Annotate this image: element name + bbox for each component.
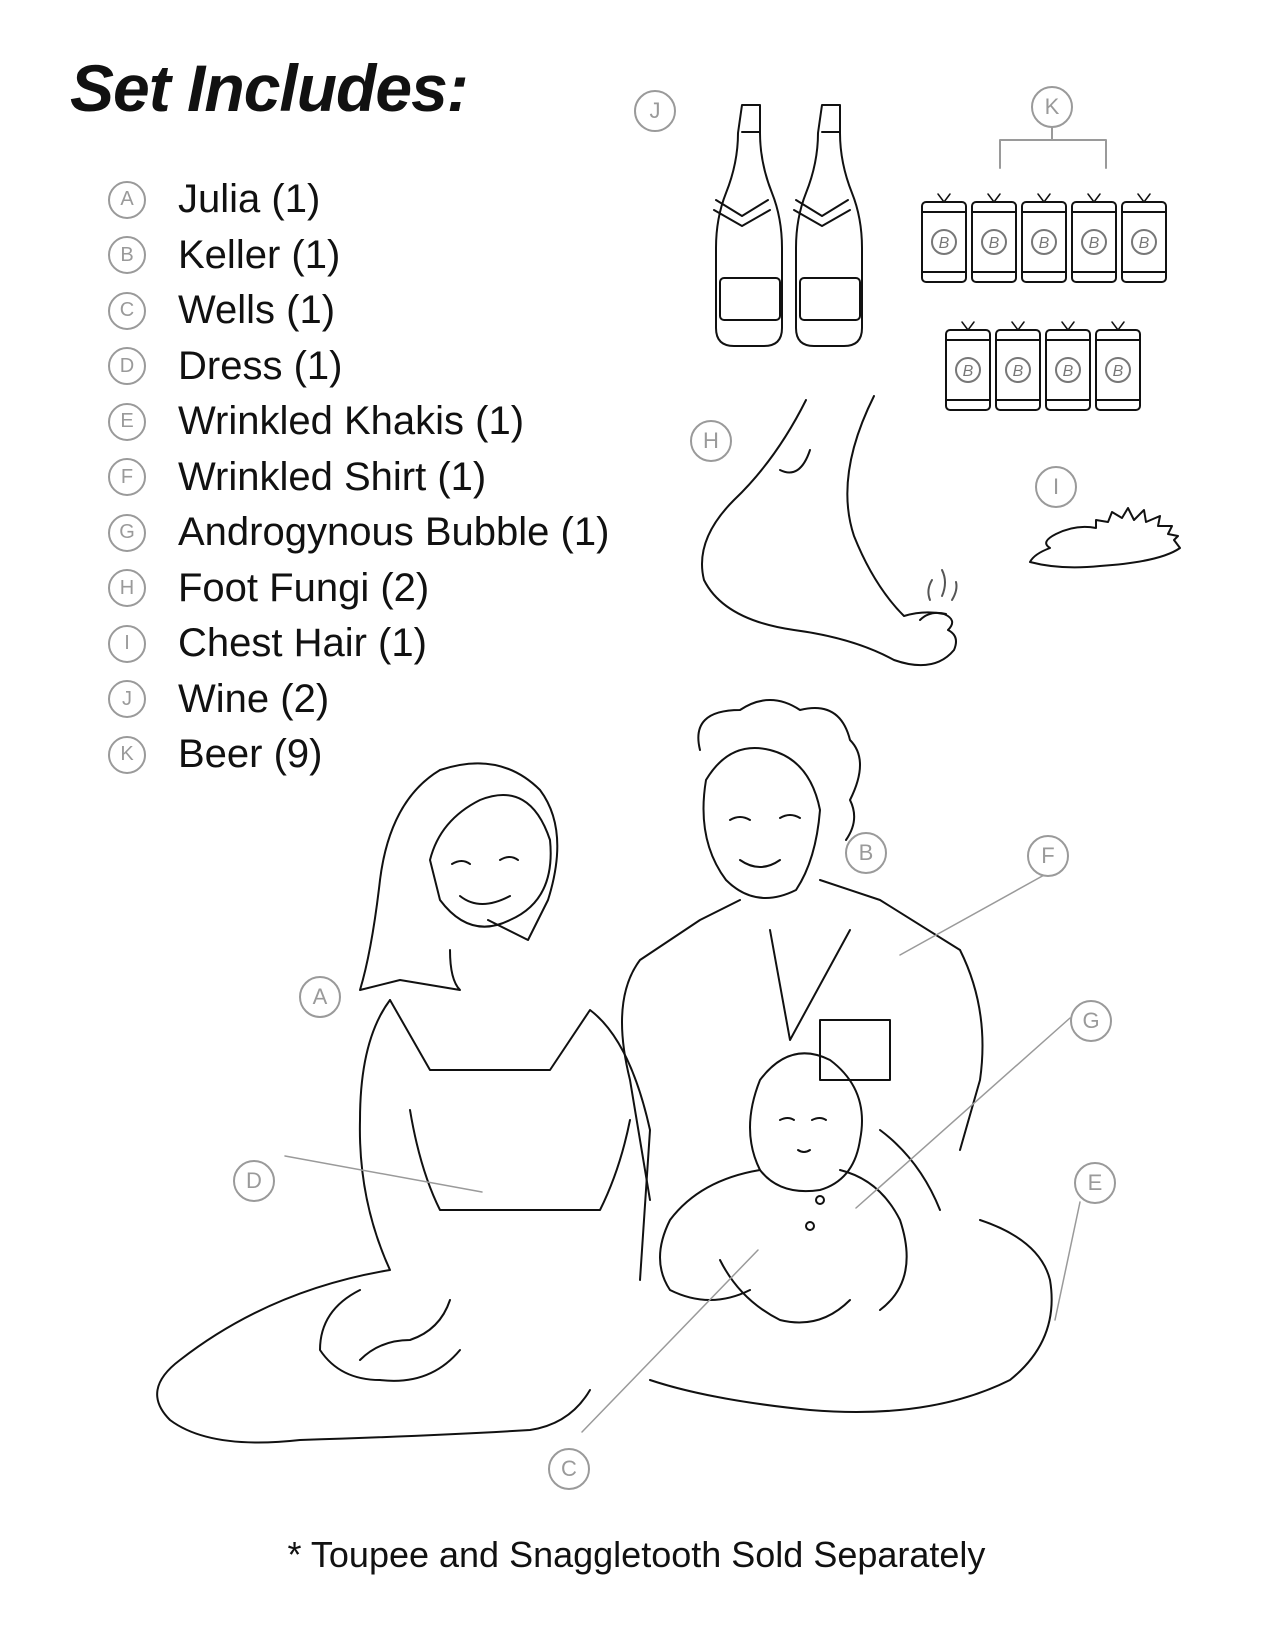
beer-can-logo: B xyxy=(1038,235,1050,252)
letter-badge: C xyxy=(108,292,146,330)
foot-fungi-illustration xyxy=(702,396,957,665)
callout-j: J xyxy=(634,90,676,132)
wine-bottle-icon xyxy=(714,105,782,346)
letter-badge: B xyxy=(108,236,146,274)
letter-badge: F xyxy=(108,458,146,496)
item-label: Julia (1) xyxy=(178,177,321,222)
letter-badge: E xyxy=(108,403,146,441)
letter-badge: H xyxy=(108,569,146,607)
item-label: Dress (1) xyxy=(178,343,343,388)
beer-can-logo: B xyxy=(988,235,1000,252)
beer-can-icon xyxy=(946,322,990,410)
callout-f: F xyxy=(1027,835,1069,877)
callout-d: D xyxy=(233,1160,275,1202)
callout-c: C xyxy=(548,1448,590,1490)
keller-figure xyxy=(622,700,1052,1412)
item-label: Foot Fungi (2) xyxy=(178,565,430,610)
wine-bottles-illustration xyxy=(714,105,862,346)
callout-e: E xyxy=(1074,1162,1116,1204)
item-label: Androgynous Bubble (1) xyxy=(178,510,610,555)
beer-can-icon xyxy=(1096,322,1140,410)
beer-can-icon xyxy=(972,194,1016,282)
beer-cans-illustration xyxy=(922,126,1166,410)
beer-can-logo: B xyxy=(938,235,950,252)
beer-can-logo: B xyxy=(962,363,974,380)
footnote: * Toupee and Snaggletooth Sold Separately xyxy=(287,1534,986,1575)
letter-badge: I xyxy=(108,625,146,663)
beer-can-logo: B xyxy=(1112,363,1124,380)
beer-can-logo: B xyxy=(1062,363,1074,380)
item-label: Beer (9) xyxy=(178,732,323,777)
letter-badge: A xyxy=(108,181,146,219)
callout-i: I xyxy=(1035,466,1077,508)
wine-bottle-icon xyxy=(794,105,862,346)
beer-can-logo: B xyxy=(1088,235,1100,252)
beer-can-icon xyxy=(922,194,966,282)
letter-badge: K xyxy=(108,736,146,774)
item-label: Wrinkled Shirt (1) xyxy=(178,454,487,499)
callout-h: H xyxy=(690,420,732,462)
letter-badge: J xyxy=(108,680,146,718)
beer-can-icon xyxy=(1072,194,1116,282)
callout-b: B xyxy=(845,832,887,874)
letter-badge: G xyxy=(108,514,146,552)
beer-can-icon xyxy=(996,322,1040,410)
callout-k: K xyxy=(1031,86,1073,128)
beer-can-icon xyxy=(1122,194,1166,282)
wells-figure xyxy=(660,1053,907,1322)
page-title: Set Includes: xyxy=(70,51,468,125)
beer-can-logo: B xyxy=(1012,363,1024,380)
julia-figure xyxy=(157,763,650,1442)
callout-a: A xyxy=(299,976,341,1018)
beer-can-icon xyxy=(1046,322,1090,410)
letter-badge: D xyxy=(108,347,146,385)
chest-hair-illustration xyxy=(1030,508,1180,567)
family-illustration xyxy=(157,700,1052,1443)
beer-can-logo: B xyxy=(1138,235,1150,252)
beer-can-icon xyxy=(1022,194,1066,282)
item-label: Wells (1) xyxy=(178,288,336,333)
callout-leader-lines xyxy=(285,874,1080,1432)
item-label: Wrinkled Khakis (1) xyxy=(178,399,525,444)
callout-g: G xyxy=(1070,1000,1112,1042)
item-label: Wine (2) xyxy=(178,676,330,721)
item-label: Keller (1) xyxy=(178,232,341,277)
item-label: Chest Hair (1) xyxy=(178,621,427,666)
